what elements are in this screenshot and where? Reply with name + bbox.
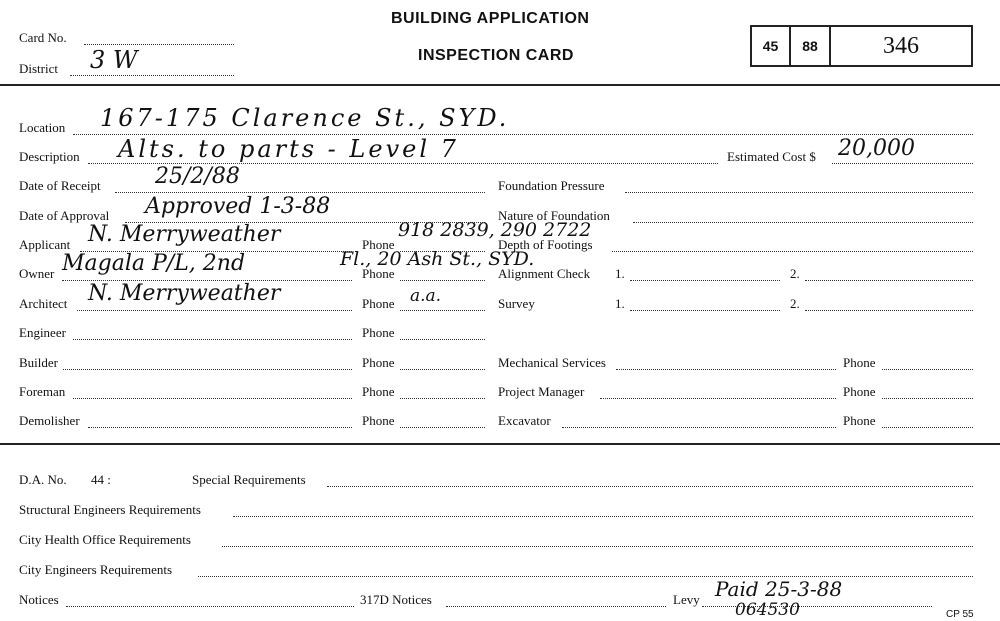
builder-line xyxy=(63,369,352,370)
title-line2: INSPECTION CARD xyxy=(418,47,574,64)
alignment-check-label: Alignment Check xyxy=(498,266,591,281)
structural-requirements-label: Structural Engineers Requirements xyxy=(19,502,201,517)
project-manager-label: Project Manager xyxy=(498,384,585,399)
owner-label: Owner xyxy=(19,266,55,281)
card-box-88: 88 xyxy=(789,25,831,67)
applicant-value: N. Merryweather xyxy=(88,222,281,247)
description-label: Description xyxy=(19,149,80,164)
project-manager-phone-label: Phone xyxy=(843,384,876,399)
da-no-value: 44 : xyxy=(91,472,111,487)
special-requirements-label: Special Requirements xyxy=(192,472,306,487)
health-requirements-label: City Health Office Requirements xyxy=(19,532,191,547)
receipt-number: 064530 xyxy=(735,600,800,620)
card-box-45: 45 xyxy=(750,25,791,67)
alignment-check-line1 xyxy=(630,280,780,281)
estimated-cost-line xyxy=(832,163,973,164)
foundation-pressure-line xyxy=(625,192,973,193)
form-code: CP 55 xyxy=(946,609,974,620)
mechanical-services-line xyxy=(616,369,836,370)
excavator-label: Excavator xyxy=(498,413,551,428)
builder-phone-label: Phone xyxy=(362,355,395,370)
survey-line2 xyxy=(805,310,973,311)
location-value: 167-175 Clarence St., SYD. xyxy=(100,104,510,132)
special-requirements-line xyxy=(327,486,973,487)
nature-of-foundation-label: Nature of Foundation xyxy=(498,208,610,223)
alignment-check-line2 xyxy=(805,280,973,281)
architect-line xyxy=(77,310,352,311)
levy-value: Paid 25-3-88 xyxy=(715,577,843,601)
applicant-label: Applicant xyxy=(19,237,71,252)
district-value: 3 W xyxy=(90,46,138,74)
survey-num2: 2. xyxy=(790,296,800,311)
demolisher-phone-label: Phone xyxy=(362,413,395,428)
date-of-approval-label: Date of Approval xyxy=(19,208,110,223)
engineer-line xyxy=(73,339,352,340)
notices-317d-label: 317D Notices xyxy=(360,592,432,607)
alignment-check-num1: 1. xyxy=(615,266,625,281)
nature-of-foundation-line xyxy=(633,222,973,223)
builder-label: Builder xyxy=(19,355,58,370)
applicant-phone-label: Phone xyxy=(362,237,395,252)
excavator-line xyxy=(562,427,836,428)
architect-phone-value: a.a. xyxy=(410,286,442,306)
architect-phone-line xyxy=(400,310,485,311)
owner-address-value: Fl., 20 Ash St., SYD. xyxy=(340,248,535,270)
card-no-line xyxy=(84,44,234,45)
district-label: District xyxy=(19,61,58,76)
project-manager-phone-line xyxy=(882,398,973,399)
district-line xyxy=(70,75,234,76)
description-value: Alts. to parts - Level 7 xyxy=(118,135,459,163)
applicant-phone-value: 918 2839, 290 2722 xyxy=(398,219,592,241)
notices-line xyxy=(66,606,354,607)
owner-phone-label: Phone xyxy=(362,266,395,281)
foundation-pressure-label: Foundation Pressure xyxy=(498,178,605,193)
engineer-phone-label: Phone xyxy=(362,325,395,340)
depth-of-footings-line xyxy=(612,251,973,252)
alignment-check-num2: 2. xyxy=(790,266,800,281)
mechanical-services-label: Mechanical Services xyxy=(498,355,606,370)
health-requirements-line xyxy=(222,546,973,547)
project-manager-line xyxy=(600,398,836,399)
foreman-line xyxy=(73,398,352,399)
foreman-phone-line xyxy=(400,398,485,399)
city-engineers-requirements-line xyxy=(198,576,973,577)
levy-label: Levy xyxy=(673,592,700,607)
date-of-receipt-value: 25/2/88 xyxy=(155,164,240,189)
notices-label: Notices xyxy=(19,592,59,607)
card-box-346: 346 xyxy=(829,25,973,67)
structural-requirements-line xyxy=(233,516,973,517)
title-line1: BUILDING APPLICATION xyxy=(391,10,590,27)
engineer-label: Engineer xyxy=(19,325,66,340)
mid-divider xyxy=(0,443,1000,445)
architect-phone-label: Phone xyxy=(362,296,395,311)
engineer-phone-line xyxy=(400,339,485,340)
owner-value: Magala P/L, 2nd xyxy=(62,251,246,276)
survey-line1 xyxy=(630,310,780,311)
notices-317d-line xyxy=(446,606,666,607)
demolisher-label: Demolisher xyxy=(19,413,80,428)
foreman-label: Foreman xyxy=(19,384,66,399)
estimated-cost-value: 20,000 xyxy=(838,136,915,161)
city-engineers-requirements-label: City Engineers Requirements xyxy=(19,562,173,577)
builder-phone-line xyxy=(400,369,485,370)
excavator-phone-line xyxy=(882,427,973,428)
date-of-receipt-label: Date of Receipt xyxy=(19,178,101,193)
da-no-label: D.A. No. xyxy=(19,472,67,487)
date-of-approval-value: Approved 1-3-88 xyxy=(145,194,331,219)
demolisher-line xyxy=(88,427,352,428)
estimated-cost-label: Estimated Cost $ xyxy=(727,149,816,164)
date-of-receipt-line xyxy=(115,192,485,193)
card-no-label: Card No. xyxy=(19,30,67,45)
owner-phone-line xyxy=(400,280,485,281)
foreman-phone-label: Phone xyxy=(362,384,395,399)
survey-num1: 1. xyxy=(615,296,625,311)
depth-of-footings-label: Depth of Footings xyxy=(498,237,593,252)
architect-value: N. Merryweather xyxy=(88,281,281,306)
mechanical-services-phone-line xyxy=(882,369,973,370)
header-divider xyxy=(0,84,1000,86)
architect-label: Architect xyxy=(19,296,68,311)
excavator-phone-label: Phone xyxy=(843,413,876,428)
survey-label: Survey xyxy=(498,296,535,311)
demolisher-phone-line xyxy=(400,427,485,428)
mechanical-services-phone-label: Phone xyxy=(843,355,876,370)
location-label: Location xyxy=(19,120,66,135)
